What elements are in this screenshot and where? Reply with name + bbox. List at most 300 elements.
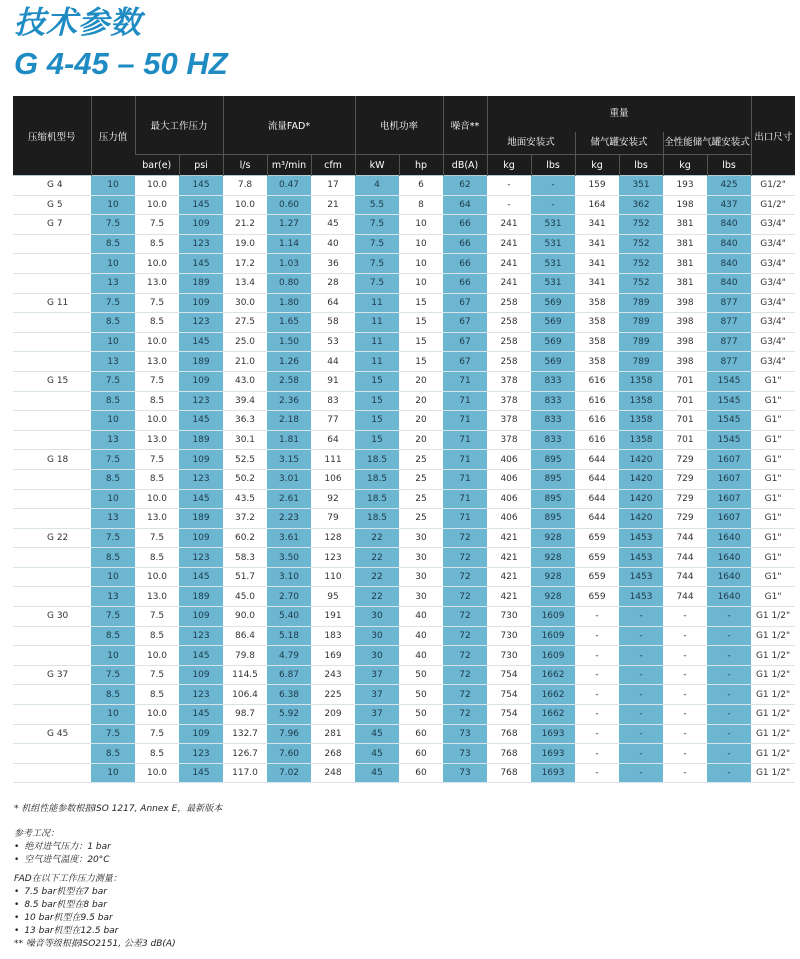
value-cell: 91 <box>311 371 355 391</box>
value-cell: 71 <box>443 371 487 391</box>
value-cell: 109 <box>179 215 223 235</box>
model-cell: G 30 <box>13 607 91 627</box>
value-cell: 20 <box>399 371 443 391</box>
value-cell: 421 <box>487 528 531 548</box>
value-cell: 123 <box>179 313 223 333</box>
table-row <box>13 685 795 705</box>
value-cell: 5.40 <box>267 607 311 627</box>
value-cell: 730 <box>487 646 531 666</box>
value-cell: 1358 <box>619 371 663 391</box>
value-cell: 8.5 <box>91 685 135 705</box>
value-cell: 378 <box>487 430 531 450</box>
value-cell: 98.7 <box>223 705 267 725</box>
value-cell: 13.0 <box>135 273 179 293</box>
value-cell: 67 <box>443 332 487 352</box>
value-cell: 1640 <box>707 548 751 568</box>
value-cell: 198 <box>663 195 707 215</box>
value-cell: 531 <box>531 234 575 254</box>
value-cell: 189 <box>179 273 223 293</box>
value-cell: 381 <box>663 215 707 235</box>
value-cell: 1.65 <box>267 313 311 333</box>
value-cell: 8.5 <box>135 391 179 411</box>
fad-item: • 10 bar机型在9.5 bar <box>14 912 222 925</box>
value-cell: - <box>575 724 619 744</box>
unit-header: lbs <box>707 155 751 176</box>
model-cell <box>13 548 91 568</box>
value-cell: 659 <box>575 528 619 548</box>
value-cell: 109 <box>179 528 223 548</box>
value-cell: 10 <box>399 215 443 235</box>
value-cell: 72 <box>443 665 487 685</box>
value-cell: G1/2" <box>751 176 795 196</box>
value-cell: 877 <box>707 352 751 372</box>
value-cell: 64 <box>311 293 355 313</box>
value-cell: 1662 <box>531 665 575 685</box>
value-cell: 1640 <box>707 587 751 607</box>
value-cell: - <box>663 744 707 764</box>
value-cell: 13 <box>91 352 135 372</box>
value-cell: 145 <box>179 195 223 215</box>
value-cell: 37 <box>355 705 399 725</box>
model-cell: G 45 <box>13 724 91 744</box>
value-cell: 569 <box>531 352 575 372</box>
value-cell: 7.5 <box>91 371 135 391</box>
value-cell: 25 <box>399 469 443 489</box>
value-cell: 659 <box>575 548 619 568</box>
value-cell: 381 <box>663 273 707 293</box>
value-cell: 72 <box>443 646 487 666</box>
value-cell: 17.2 <box>223 254 267 274</box>
value-cell: 72 <box>443 685 487 705</box>
value-cell: 40 <box>399 607 443 627</box>
value-cell: 145 <box>179 567 223 587</box>
value-cell: 66 <box>443 234 487 254</box>
value-cell: 730 <box>487 626 531 646</box>
value-cell: 43.5 <box>223 489 267 509</box>
value-cell: G1" <box>751 391 795 411</box>
value-cell: 37.2 <box>223 509 267 529</box>
value-cell: 1.26 <box>267 352 311 372</box>
value-cell: 10 <box>399 234 443 254</box>
value-cell: 10.0 <box>135 176 179 196</box>
value-cell: 5.5 <box>355 195 399 215</box>
value-cell: 13 <box>91 273 135 293</box>
value-cell: 109 <box>179 665 223 685</box>
table-row <box>13 528 795 548</box>
value-cell: - <box>707 685 751 705</box>
value-cell: 71 <box>443 411 487 431</box>
value-cell: 351 <box>619 176 663 196</box>
value-cell: 1420 <box>619 509 663 529</box>
value-cell: 13 <box>91 587 135 607</box>
value-cell: 1607 <box>707 450 751 470</box>
value-cell: 10.0 <box>135 195 179 215</box>
value-cell: 7.5 <box>91 607 135 627</box>
value-cell: 2.23 <box>267 509 311 529</box>
value-cell: G1 1/2" <box>751 705 795 725</box>
value-cell: 13.0 <box>135 430 179 450</box>
value-cell: 189 <box>179 509 223 529</box>
value-cell: 437 <box>707 195 751 215</box>
value-cell: 169 <box>311 646 355 666</box>
value-cell: 398 <box>663 332 707 352</box>
title-block <box>14 4 228 83</box>
value-cell: 8 <box>399 195 443 215</box>
value-cell: 425 <box>707 176 751 196</box>
value-cell: 5.92 <box>267 705 311 725</box>
value-cell: 123 <box>179 234 223 254</box>
value-cell: 25.0 <box>223 332 267 352</box>
value-cell: 13.0 <box>135 587 179 607</box>
value-cell: - <box>575 646 619 666</box>
value-cell: 15 <box>355 391 399 411</box>
value-cell: 145 <box>179 176 223 196</box>
model-cell <box>13 273 91 293</box>
value-cell: 7.02 <box>267 763 311 783</box>
value-cell: 616 <box>575 411 619 431</box>
value-cell: 21 <box>311 195 355 215</box>
value-cell: 15 <box>399 352 443 372</box>
model-cell <box>13 391 91 411</box>
value-cell: 3.10 <box>267 567 311 587</box>
value-cell: 877 <box>707 313 751 333</box>
value-cell: 109 <box>179 607 223 627</box>
value-cell: 10 <box>91 332 135 352</box>
value-cell: 40 <box>399 626 443 646</box>
value-cell: 1640 <box>707 567 751 587</box>
value-cell: 8.5 <box>135 234 179 254</box>
value-cell: 10 <box>91 254 135 274</box>
value-cell: - <box>707 665 751 685</box>
value-cell: 3.50 <box>267 548 311 568</box>
table-row <box>13 293 795 313</box>
value-cell: G1 1/2" <box>751 763 795 783</box>
value-cell: 117.0 <box>223 763 267 783</box>
value-cell: 10.0 <box>135 646 179 666</box>
value-cell: 833 <box>531 430 575 450</box>
value-cell: 25 <box>399 450 443 470</box>
value-cell: - <box>707 744 751 764</box>
value-cell: 28 <box>311 273 355 293</box>
value-cell: G1" <box>751 567 795 587</box>
value-cell: 768 <box>487 744 531 764</box>
value-cell: G1" <box>751 430 795 450</box>
value-cell: 60.2 <box>223 528 267 548</box>
value-cell: 67 <box>443 352 487 372</box>
value-cell: 381 <box>663 234 707 254</box>
value-cell: 3.01 <box>267 469 311 489</box>
table-row <box>13 352 795 372</box>
value-cell: - <box>531 195 575 215</box>
value-cell: 895 <box>531 489 575 509</box>
value-cell: 2.70 <box>267 587 311 607</box>
value-cell: 10 <box>91 489 135 509</box>
value-cell: 406 <box>487 489 531 509</box>
value-cell: G1 1/2" <box>751 646 795 666</box>
value-cell: 2.36 <box>267 391 311 411</box>
value-cell: 744 <box>663 567 707 587</box>
value-cell: 67 <box>443 293 487 313</box>
value-cell: 744 <box>663 548 707 568</box>
fad-title: FAD在以下工作压力测量： <box>14 874 122 884</box>
value-cell: 4 <box>355 176 399 196</box>
value-cell: 52.5 <box>223 450 267 470</box>
value-cell: 77 <box>311 411 355 431</box>
value-cell: 569 <box>531 313 575 333</box>
value-cell: 64 <box>443 195 487 215</box>
table-row <box>13 411 795 431</box>
value-cell: 744 <box>663 587 707 607</box>
value-cell: G1 1/2" <box>751 626 795 646</box>
header-weight-floor: 地面安装式 <box>507 137 555 148</box>
value-cell: 358 <box>575 313 619 333</box>
value-cell: G3/4" <box>751 254 795 274</box>
value-cell: - <box>663 705 707 725</box>
value-cell: 11 <box>355 293 399 313</box>
value-cell: - <box>707 626 751 646</box>
value-cell: 4.79 <box>267 646 311 666</box>
value-cell: G1" <box>751 489 795 509</box>
value-cell: 421 <box>487 548 531 568</box>
value-cell: 7.8 <box>223 176 267 196</box>
value-cell: 71 <box>443 450 487 470</box>
table-row <box>13 509 795 529</box>
value-cell: 1.03 <box>267 254 311 274</box>
value-cell: 341 <box>575 254 619 274</box>
value-cell: 45 <box>311 215 355 235</box>
value-cell: 928 <box>531 587 575 607</box>
table-row <box>13 567 795 587</box>
value-cell: 1420 <box>619 489 663 509</box>
value-cell: 25 <box>399 509 443 529</box>
value-cell: 1420 <box>619 450 663 470</box>
value-cell: 64 <box>311 430 355 450</box>
header-weight-label: 重量 <box>609 108 629 119</box>
value-cell: 145 <box>179 489 223 509</box>
value-cell: - <box>575 665 619 685</box>
value-cell: 18.5 <box>355 509 399 529</box>
value-cell: 3.15 <box>267 450 311 470</box>
header-pressure: 压力值 <box>91 96 135 176</box>
value-cell: 79.8 <box>223 646 267 666</box>
value-cell: 25 <box>399 489 443 509</box>
value-cell: 164 <box>575 195 619 215</box>
value-cell: 72 <box>443 528 487 548</box>
fad-item: • 8.5 bar机型在8 bar <box>14 899 222 912</box>
value-cell: 10.0 <box>223 195 267 215</box>
value-cell: 248 <box>311 763 355 783</box>
value-cell: 8.5 <box>135 469 179 489</box>
value-cell: 11 <box>355 332 399 352</box>
value-cell: 17 <box>311 176 355 196</box>
value-cell: 1.50 <box>267 332 311 352</box>
table-row <box>13 587 795 607</box>
value-cell: 789 <box>619 293 663 313</box>
header-weight-full: 全性能储气罐安装式 <box>663 132 751 154</box>
value-cell: 15 <box>399 293 443 313</box>
value-cell: 66 <box>443 254 487 274</box>
value-cell: 531 <box>531 254 575 274</box>
value-cell: 19.0 <box>223 234 267 254</box>
page-subtitle: G 4-45 – 50 HZ <box>14 46 228 81</box>
unit-header: dB(A) <box>443 155 487 176</box>
value-cell: 50 <box>399 685 443 705</box>
model-cell <box>13 352 91 372</box>
model-cell: G 37 <box>13 665 91 685</box>
value-cell: - <box>487 176 531 196</box>
value-cell: 358 <box>575 352 619 372</box>
value-cell: 191 <box>311 607 355 627</box>
value-cell: 79 <box>311 509 355 529</box>
value-cell: - <box>663 724 707 744</box>
value-cell: 123 <box>179 391 223 411</box>
value-cell: 7.5 <box>355 215 399 235</box>
value-cell: 10 <box>399 273 443 293</box>
value-cell: 701 <box>663 391 707 411</box>
value-cell: - <box>619 724 663 744</box>
value-cell: 928 <box>531 528 575 548</box>
value-cell: 10 <box>91 705 135 725</box>
value-cell: 8.5 <box>135 548 179 568</box>
value-cell: 840 <box>707 234 751 254</box>
value-cell: 20 <box>399 391 443 411</box>
value-cell: 7.5 <box>135 607 179 627</box>
model-cell <box>13 685 91 705</box>
value-cell: 789 <box>619 352 663 372</box>
value-cell: 1693 <box>531 763 575 783</box>
value-cell: 13.0 <box>135 509 179 529</box>
value-cell: 1545 <box>707 430 751 450</box>
model-cell <box>13 626 91 646</box>
value-cell: 752 <box>619 234 663 254</box>
value-cell: G1" <box>751 528 795 548</box>
value-cell: 225 <box>311 685 355 705</box>
header-weight <box>487 96 751 155</box>
value-cell: 358 <box>575 293 619 313</box>
header-noise: 噪音** <box>443 96 487 155</box>
value-cell: 22 <box>355 548 399 568</box>
value-cell: 36.3 <box>223 411 267 431</box>
table-row <box>13 215 795 235</box>
model-cell <box>13 313 91 333</box>
model-cell: G 15 <box>13 371 91 391</box>
header-fad: 流量FAD* <box>223 96 355 155</box>
value-cell: G3/4" <box>751 215 795 235</box>
value-cell: 109 <box>179 450 223 470</box>
value-cell: 421 <box>487 567 531 587</box>
model-cell: G 22 <box>13 528 91 548</box>
value-cell: 616 <box>575 430 619 450</box>
value-cell: - <box>707 607 751 627</box>
value-cell: 381 <box>663 254 707 274</box>
value-cell: - <box>575 607 619 627</box>
value-cell: 752 <box>619 273 663 293</box>
value-cell: 109 <box>179 293 223 313</box>
value-cell: 145 <box>179 411 223 431</box>
value-cell: 18.5 <box>355 489 399 509</box>
unit-header: hp <box>399 155 443 176</box>
value-cell: 362 <box>619 195 663 215</box>
value-cell: 398 <box>663 313 707 333</box>
value-cell: G1 1/2" <box>751 665 795 685</box>
value-cell: 1453 <box>619 528 663 548</box>
value-cell: 659 <box>575 567 619 587</box>
value-cell: 30 <box>399 567 443 587</box>
value-cell: 1609 <box>531 607 575 627</box>
value-cell: 30 <box>355 626 399 646</box>
value-cell: 8.5 <box>135 626 179 646</box>
table-header <box>13 96 795 176</box>
value-cell: 27.5 <box>223 313 267 333</box>
unit-header: cfm <box>311 155 355 176</box>
value-cell: 1358 <box>619 411 663 431</box>
value-cell: - <box>487 195 531 215</box>
value-cell: G1 1/2" <box>751 607 795 627</box>
value-cell: - <box>619 685 663 705</box>
value-cell: - <box>663 685 707 705</box>
value-cell: 877 <box>707 332 751 352</box>
table-row <box>13 607 795 627</box>
value-cell: 10.0 <box>135 411 179 431</box>
value-cell: 123 <box>179 744 223 764</box>
value-cell: 60 <box>399 724 443 744</box>
value-cell: 114.5 <box>223 665 267 685</box>
value-cell: 833 <box>531 371 575 391</box>
model-cell <box>13 567 91 587</box>
value-cell: - <box>707 705 751 725</box>
value-cell: 50 <box>399 705 443 725</box>
value-cell: 895 <box>531 469 575 489</box>
value-cell: G3/4" <box>751 332 795 352</box>
model-cell: G 5 <box>13 195 91 215</box>
value-cell: 241 <box>487 254 531 274</box>
fad-item: • 13 bar机型在12.5 bar <box>14 925 222 938</box>
value-cell: 10 <box>91 763 135 783</box>
table-row <box>13 273 795 293</box>
value-cell: 123 <box>179 548 223 568</box>
header-model: 压缩机型号 <box>13 96 91 176</box>
value-cell: 8.5 <box>91 391 135 411</box>
value-cell: 15 <box>399 332 443 352</box>
value-cell: 37 <box>355 665 399 685</box>
table-row <box>13 391 795 411</box>
value-cell: G1 1/2" <box>751 685 795 705</box>
unit-header: l/s <box>223 155 267 176</box>
value-cell: 20 <box>399 430 443 450</box>
unit-header: psi <box>179 155 223 176</box>
value-cell: 8.5 <box>91 744 135 764</box>
value-cell: 50.2 <box>223 469 267 489</box>
value-cell: G1" <box>751 411 795 431</box>
value-cell: 10 <box>399 254 443 274</box>
value-cell: 5.18 <box>267 626 311 646</box>
value-cell: 109 <box>179 371 223 391</box>
value-cell: 8.5 <box>91 234 135 254</box>
value-cell: 10.0 <box>135 254 179 274</box>
value-cell: 58.3 <box>223 548 267 568</box>
header-max-pressure: 最大工作压力 <box>135 96 223 155</box>
value-cell: 15 <box>355 430 399 450</box>
value-cell: - <box>575 626 619 646</box>
value-cell: 644 <box>575 450 619 470</box>
value-cell: 258 <box>487 332 531 352</box>
ref-title: 参考工况： <box>14 829 60 839</box>
model-cell: G 18 <box>13 450 91 470</box>
value-cell: 241 <box>487 273 531 293</box>
value-cell: 378 <box>487 411 531 431</box>
value-cell: 1358 <box>619 391 663 411</box>
value-cell: 341 <box>575 273 619 293</box>
